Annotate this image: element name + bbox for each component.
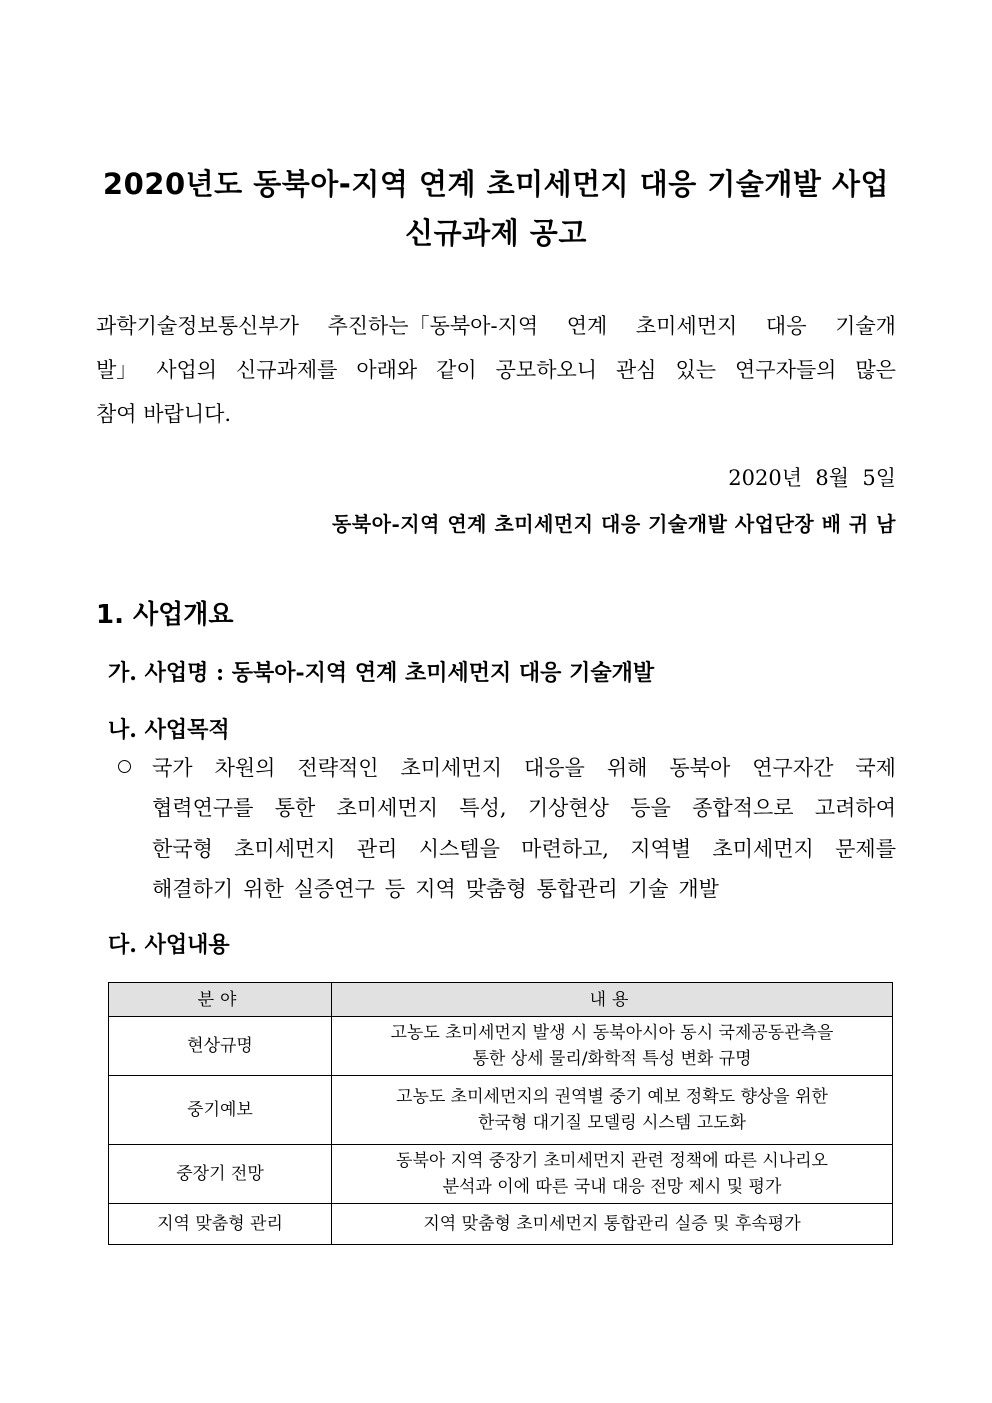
project-content-heading: 다. 사업내용: [108, 932, 230, 958]
word: 동북아: [669, 756, 731, 780]
table-cell-content-line: 동북아 지역 중장기 초미세먼지 관련 정책에 따른 시나리오: [396, 1151, 828, 1171]
word: 초미세먼지: [234, 837, 336, 861]
word: 지역별: [630, 837, 692, 861]
word: 국가: [152, 756, 193, 780]
table-cell-field: 지역 맞춤형 관리: [109, 1204, 332, 1245]
table-header-content: 내용: [332, 983, 893, 1017]
word: 통합관리: [536, 877, 618, 901]
project-purpose-heading: 나. 사업목적: [108, 717, 230, 743]
table-header-row: [109, 983, 893, 1017]
document-title-line2: 신규과제 공고: [405, 216, 587, 250]
word: 초미세먼지: [400, 756, 502, 780]
word: 있는: [675, 358, 717, 382]
word: 공모하오니: [495, 358, 598, 382]
table-cell-content-line: 분석과 이에 따른 국내 대응 전망 제시 및 평가: [442, 1177, 782, 1197]
intro-line3: 참여 바랍니다.: [96, 402, 232, 426]
purpose-line1: [152, 752, 896, 782]
word: 연계: [566, 314, 608, 338]
word: 마련하고,: [521, 837, 609, 861]
project-content-table: [108, 982, 893, 1245]
table-cell-content: [332, 1145, 893, 1204]
word: 시스템을: [418, 837, 500, 861]
table-row: [109, 1145, 893, 1204]
table-header-field: 분야: [109, 983, 332, 1017]
word: 한국형: [152, 837, 213, 861]
table-cell-content-line: 고농도 초미세먼지의 권역별 중기 예보 정확도 향상을 위한: [396, 1087, 828, 1107]
word: 국제: [855, 756, 896, 780]
word: 기술개: [835, 314, 896, 338]
word: 실증연구: [293, 877, 375, 901]
purpose-line4: [152, 873, 896, 903]
word: 위한: [243, 877, 284, 901]
word: 사업의: [156, 358, 218, 382]
announcement-date: 2020년 8월 5일: [728, 466, 896, 490]
intro-line2: [96, 348, 896, 392]
word: 등을: [630, 796, 671, 820]
word: 맞춤형: [465, 877, 527, 901]
word: 많은: [855, 358, 896, 382]
word: 차원의: [214, 756, 276, 780]
word: 문제를: [835, 837, 896, 861]
word: 통한: [274, 796, 316, 820]
section-heading-overview: 1. 사업개요: [96, 600, 234, 630]
purpose-line2: [152, 792, 896, 822]
table-row: [109, 1076, 893, 1145]
word: 등: [384, 877, 406, 901]
word: 특성,: [459, 796, 507, 820]
project-name-item: 가. 사업명 : 동북아-지역 연계 초미세먼지 대응 기술개발: [108, 660, 655, 686]
table-cell-content-line: 통한 상세 물리/화학적 특성 변화 규명: [472, 1049, 752, 1069]
word: 기술: [627, 877, 669, 901]
table-row: [109, 1204, 893, 1245]
word: 위해: [606, 756, 648, 780]
word: 지역: [415, 877, 456, 901]
document-title-line1: 2020년도 동북아-지역 연계 초미세먼지 대응 기술개발 사업: [102, 167, 890, 201]
word: 연구자들의: [735, 358, 837, 382]
table-cell-content: [332, 1204, 893, 1245]
word: 종합적으로: [692, 796, 794, 820]
word: 대응: [765, 314, 807, 338]
circle-bullet-icon: [118, 760, 131, 773]
word: 초미세먼지: [712, 837, 814, 861]
word: 추진하는「동북아-지역: [327, 314, 539, 338]
table-cell-content-line: 지역 맞춤형 초미세먼지 통합관리 실증 및 후속평가: [423, 1214, 801, 1234]
table-cell-content-line: 한국형 대기질 모델링 시스템 고도화: [478, 1113, 746, 1133]
word: 초미세먼지: [336, 796, 439, 820]
table-cell-field: 중장기 전망: [109, 1145, 332, 1204]
purpose-line3: [152, 833, 896, 863]
table-cell-field: 현상규명: [109, 1017, 332, 1076]
word: 아래와: [356, 358, 418, 382]
word: 과학기술정보통신부가: [96, 314, 299, 338]
word: 연구자간: [752, 756, 834, 780]
table-cell-content-line: 고농도 초미세먼지 발생 시 동북아시아 동시 국제공동관측을: [390, 1023, 834, 1043]
word: 초미세먼지: [635, 314, 738, 338]
intro-line1: [96, 304, 896, 348]
table-cell-content: [332, 1076, 893, 1145]
table-row: [109, 1017, 893, 1076]
word: 개발: [678, 877, 719, 901]
word: 관심: [616, 358, 657, 382]
table-cell-field: 중기예보: [109, 1076, 332, 1145]
word: 협력연구를: [152, 796, 254, 820]
word: 전략적인: [297, 756, 379, 780]
word: 신규과제를: [236, 358, 338, 382]
word: 같이: [436, 358, 477, 382]
word: 해결하기: [152, 877, 234, 901]
table-cell-content: [332, 1017, 893, 1076]
word: 발」: [96, 358, 138, 382]
announcement-signer: 동북아-지역 연계 초미세먼지 대응 기술개발 사업단장 배 귀 남: [331, 512, 896, 536]
word: 고려하여: [814, 796, 896, 820]
word: 관리: [356, 837, 398, 861]
word: 기상현상: [527, 796, 609, 820]
word: 대응을: [523, 756, 585, 780]
